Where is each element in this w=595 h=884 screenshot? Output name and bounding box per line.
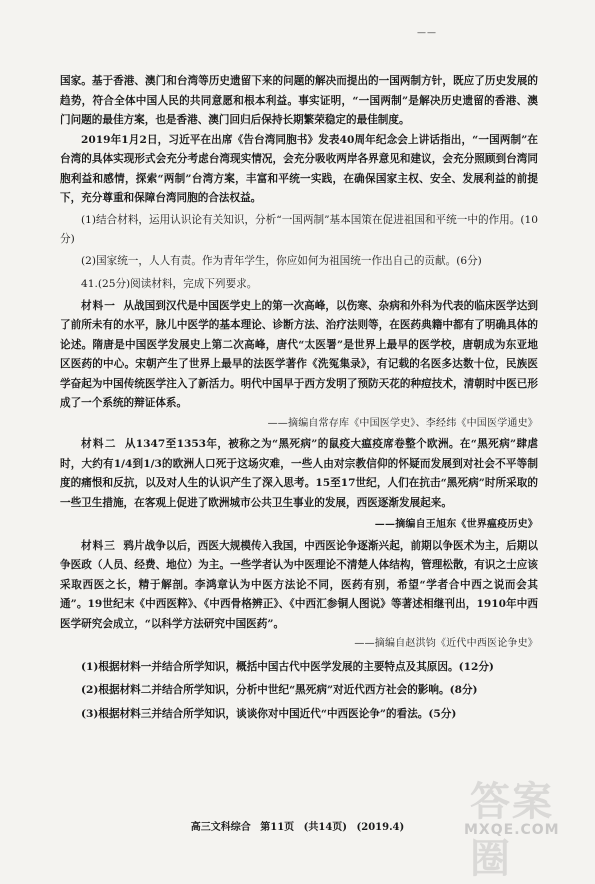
- footer-title: 高三文科综合: [190, 822, 251, 833]
- q40-material-paragraph-2: 2019年1月2日，习近平在出席《告台湾同胞书》发表40周年纪念会上讲话指出，“一国两制”在台湾的具体实现形式会充分考虑台湾现实情况，会充分吸收两岸各界意见和建议，会充分照顾到台湾同胞利益和感情，探索“两制”台湾方案，丰富和平统一实践，在确保国家主权、安全、发展利益的前提下，充分尊重和保障台湾同胞的合法权益。: [60, 133, 538, 204]
- material-2-label: 材料二: [81, 438, 117, 450]
- q41-question-1: (1)根据材料一并结合所学知识，概括中国古代中医学发展的主要特点及其原因。(12分): [81, 660, 494, 673]
- q41-question-2: (2)根据材料二并结合所学知识，分析中世纪“黑死病”对近代西方社会的影响。(8分): [81, 684, 478, 696]
- q41-material-3: [60, 537, 538, 635]
- material-3-text: 鸦片战争以后，西医大规模传入我国，中西医论争逐渐兴起，前期以争医术为主，后期以争医政（人员、经费、地位）为主。一些学者认为中医理论不清楚人体结构，管理松散，有识之士应该采取西医之长，精于解剖。李鸿章认为中医方法论不同，医药有别，希望“学者合中西之说而会其通”。19世纪末《中西医粹》、《中西骨格辨正》、《中西汇参铜人图说》等著述相继刊出，1910年中西医学研究会成立，“以科学方法研究中国医药”。: [60, 539, 539, 630]
- footer-total: (共14页): [303, 822, 348, 833]
- material-1-label: 材料一: [81, 299, 116, 312]
- q40-material-paragraph-1: 国家。基于香港、澳门和台湾等历史遗留下来的问题的解决而提出的一国两制方针，既应了历史发展的趋势，符合全体中国人民的共同意愿和根本利益。事实证明，“一国两制”是解决历史遗留的香港、澳门问题的最佳方案，也是香港、澳门回归后保持长期繁荣稳定的最佳制度。: [60, 75, 538, 126]
- footer-page: 第11页: [260, 822, 295, 833]
- material-3-source: ——摘编自赵洪钧《近代中西医论争史》: [354, 638, 538, 649]
- q41-material-2: [60, 435, 538, 513]
- q40-question-2: (2)国家统一，人人有责。作为青年学生，你应如何为祖国统一作出自己的贡献。(6分): [81, 254, 482, 267]
- material-2-text: 从1347至1353年，被称之为“黑死病”的鼠疫大瘟疫席卷整个欧洲。在“黑死病”肆虐时，大约有1/4到1/3的欧洲人口死于这场灾难，一些人由对宗教信仰的怀疑而发展到对社会不平等制度的痛恨和反抗，以及对人生的认识产生了深入思考。15至17世纪，人们在抗击“黑死病”时所采取的一些卫生措施，在客观上促进了欧洲城市公共卫生事业的发展，西医逐渐发展起来。: [60, 438, 538, 509]
- q41-intro: 41.(25分)阅读材料，完成下列要求。: [81, 278, 258, 290]
- material-1-source: ——摘编自常存库《中国医学史》、李经纬《中国医学通史》: [267, 417, 538, 429]
- material-1-text: 从战国到汉代是中国医学史上的第一次高峰，以伤寒、杂病和外科为代表的临床医学达到了前所未有的水平，脉儿中医学的基本理论、诊断方法、治疗法则等，在医药典籍中都有了明确具体的论述。隋唐是中国医学发展史上第二次高峰，唐代“太医署”是世界上最早的医学校，唐朝成为东亚地区医药的中心。宋朝产生了世界上最早的法医学著作《洗冤集录》，有记载的名医多达数十位，民族医学奋起为中国传统医学注入了新活力。明代中国早于西方发明了预防天花的种痘技术，清朝时中医已形成了一个系统的辩证体系。: [60, 299, 539, 409]
- material-3-label: 材料三: [81, 539, 116, 552]
- q41-question-3: (3)根据材料三并结合所学知识，谈谈你对中国近代“中西医论争”的看法。(5分): [81, 707, 457, 720]
- page-content: [60, 72, 538, 724]
- q41-material-1: [60, 297, 538, 414]
- footer-date: (2019.4): [356, 822, 405, 833]
- q40-question-1: (1)结合材料，运用认识论有关知识，分析“一国两制”基本国策在促进祖国和平统一中的作用。(10分): [60, 213, 538, 245]
- watermark-logo-text: MXQE.COM: [464, 822, 560, 838]
- corner-mark: ——: [417, 28, 437, 38]
- material-2-source: ——摘编自王旭东《世界瘟疫历史》: [374, 519, 538, 530]
- watermark-logo-glyphs: 答案圈: [470, 779, 554, 882]
